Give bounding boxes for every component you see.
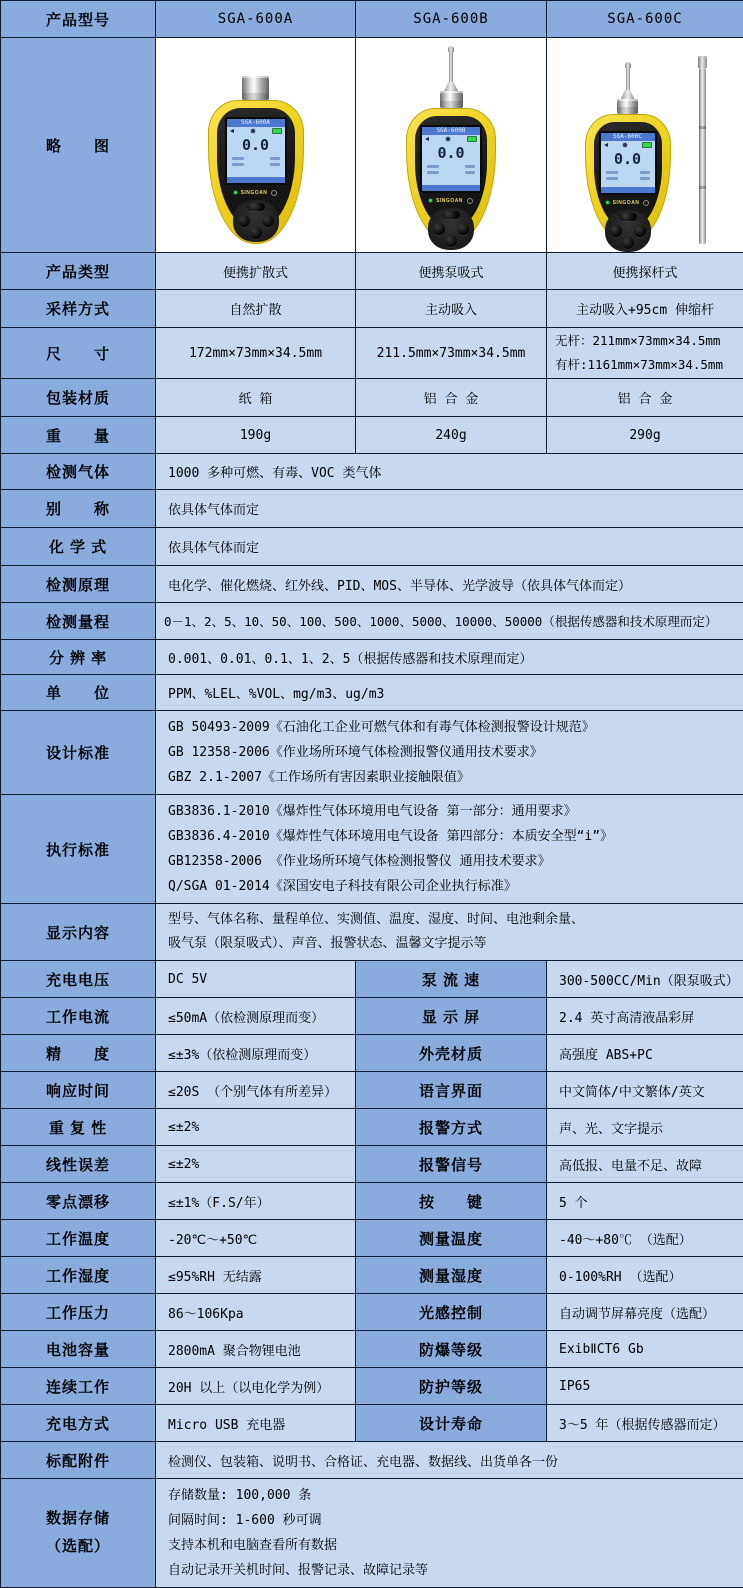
row-label: 线性误差: [1, 1146, 156, 1183]
standard-line: Q/SGA 01-2014《深国安电子科技有限公司企业执行标准》: [168, 874, 743, 899]
brand-row: [217, 189, 295, 196]
device-with-telescopic-rod: [585, 62, 706, 244]
front-panel: [217, 108, 295, 230]
gas-inlet-cap: [617, 99, 638, 114]
cell-value: 依具体气体而定: [156, 490, 743, 528]
screen-detail-line: [422, 165, 480, 168]
table-row-type: [1, 253, 743, 290]
brand-row: [594, 199, 662, 206]
cell-value: [156, 1479, 743, 1588]
gas-reading: 0.0: [422, 144, 480, 162]
table-row-pair: [1, 1146, 743, 1183]
front-panel: [594, 122, 662, 230]
cell-value: 0.001、0.01、0.1、1、2、5（根据传感器和技术原理而定）: [156, 640, 743, 675]
cell-value: 中文简体/中文繁体/英文: [547, 1072, 743, 1109]
right-button: [262, 215, 274, 227]
cell-value: 铝 合 金: [356, 379, 547, 417]
cell-value: 声、光、文字提示: [547, 1109, 743, 1146]
left-button: [433, 223, 445, 235]
device-body: [406, 108, 496, 244]
row-label: 包装材质: [1, 379, 156, 417]
row-label: 标配附件: [1, 1442, 156, 1479]
table-row-pair: [1, 1035, 743, 1072]
probe-cone: [444, 82, 458, 91]
model-name-c: SGA-600C: [547, 1, 743, 38]
cell-value: 5 个: [547, 1183, 743, 1220]
row-label: 检测量程: [1, 603, 156, 640]
cell-value: ≤±3%（依检测原理而变）: [156, 1035, 356, 1072]
battery-icon: [467, 136, 477, 142]
probe-rod: [626, 68, 630, 90]
row-label: 化 学 式: [1, 528, 156, 566]
standard-line: GB 12358-2006《作业场所环境气体检测报警仪通用技术要求》: [168, 740, 743, 765]
cell-value: 2800mA 聚合物锂电池: [156, 1331, 356, 1368]
row-label: 连续工作: [1, 1368, 156, 1405]
row-label: 检测气体: [1, 454, 156, 490]
power-icon: [467, 198, 473, 204]
cell-value: 2.4 英寸高清液晶彩屏: [547, 998, 743, 1035]
table-row-pair: [1, 1183, 743, 1220]
telescopic-rod: [699, 68, 706, 244]
table-row-sampling: [1, 290, 743, 328]
cell-value: ExibⅡCT6 Gb: [547, 1331, 743, 1368]
screen-status-icons: [422, 135, 480, 143]
cell-value: 3～5 年（根据传感器而定）: [547, 1405, 743, 1442]
row-label: 显示内容: [1, 904, 156, 961]
table-row-design-standards: [1, 711, 743, 795]
row-label: 报警信号: [356, 1146, 547, 1183]
row-label: 精 度: [1, 1035, 156, 1072]
row-label: 分 辨 率: [1, 640, 156, 675]
row-label: 泵 流 速: [356, 961, 547, 998]
menu-button: [442, 211, 460, 219]
display-line: 吸气泵（限泵吸式）、声音、报警状态、温馨文字提示等: [168, 932, 743, 956]
brand-label: SINGOAN: [436, 198, 463, 204]
row-label-sketch: 略 图: [1, 38, 156, 253]
cell-value: 1000 多种可燃、有毒、VOC 类气体: [156, 454, 743, 490]
table-row-formula: [1, 528, 743, 566]
screen-status-icons: [227, 127, 285, 135]
standard-line: GB 50493-2009《石油化工企业可燃气体和有毒气体检测报警设计规范》: [168, 715, 743, 740]
table-row-gases: [1, 454, 743, 490]
cell-value: 高强度 ABS+PC: [547, 1035, 743, 1072]
row-label-line: （选配）: [2, 1533, 154, 1562]
screen-model-text: SGA-600B: [422, 127, 480, 135]
keypad: [233, 200, 279, 242]
screen-datetime-bar: [601, 187, 655, 193]
cell-value: 主动吸入+95cm 伸缩杆: [547, 290, 743, 328]
table-row-pair: [1, 998, 743, 1035]
front-panel: [415, 116, 487, 230]
screen-datetime-bar: [227, 177, 285, 183]
row-label: 别 称: [1, 490, 156, 528]
device-photo-diffusion: [208, 76, 304, 244]
row-label: 响应时间: [1, 1072, 156, 1109]
cell-value: 211.5mm×73mm×34.5mm: [356, 328, 547, 379]
cell-value: 20H 以上（以电化学为例）: [156, 1368, 356, 1405]
row-label-model: 产品型号: [1, 1, 156, 38]
cell-value: 铝 合 金: [547, 379, 743, 417]
row-label: 充电方式: [1, 1405, 156, 1442]
cell-value: Micro USB 充电器: [156, 1405, 356, 1442]
row-label: 重 复 性: [1, 1109, 156, 1146]
enter-button: [445, 235, 457, 247]
row-label: 工作温度: [1, 1220, 156, 1257]
left-button: [610, 225, 622, 237]
model-name-b: SGA-600B: [356, 1, 547, 38]
cell-value: [156, 795, 743, 904]
menu-button: [247, 203, 265, 211]
battery-icon: [272, 128, 282, 134]
table-row-alias: [1, 490, 743, 528]
row-label: 工作电流: [1, 998, 156, 1035]
cell-value: DC 5V: [156, 961, 356, 998]
screen-detail-line: [601, 177, 655, 180]
table-row-exec-standards: [1, 795, 743, 904]
screen-status-icons: [601, 141, 655, 149]
cell-value: 190g: [156, 417, 356, 454]
table-row-pair: [1, 1072, 743, 1109]
standard-line: GB12358-2006 《作业场所环境气体检测报警仪 通用技术要求》: [168, 849, 743, 874]
storage-line: 间隔时间: 1-600 秒可调: [168, 1508, 743, 1533]
enter-button: [622, 237, 634, 249]
cell-value: 240g: [356, 417, 547, 454]
table-row-range: [1, 603, 743, 640]
rod-segment-joint: [699, 126, 706, 129]
row-label: [1, 1479, 156, 1588]
row-label: 语言界面: [356, 1072, 547, 1109]
photo-cell-sga600a: [156, 38, 356, 253]
right-button: [634, 225, 646, 237]
speaker-icon: [230, 129, 234, 133]
cell-value: ≤±2%: [156, 1109, 356, 1146]
table-row-pair: [1, 1294, 743, 1331]
table-row-pair: [1, 1109, 743, 1146]
cell-value: 检测仪、包装箱、说明书、合格证、充电器、数据线、出货单各一份: [156, 1442, 743, 1479]
menu-button: [619, 213, 637, 221]
row-label: 执行标准: [1, 795, 156, 904]
table-row-accessories: [1, 1442, 743, 1479]
gas-inlet-cap: [242, 76, 269, 100]
cell-value: 便携扩散式: [156, 253, 356, 290]
right-button: [457, 223, 469, 235]
row-label: 防护等级: [356, 1368, 547, 1405]
status-led: [429, 199, 432, 202]
row-label: 报警方式: [356, 1109, 547, 1146]
row-label: 采样方式: [1, 290, 156, 328]
row-label: 测量温度: [356, 1220, 547, 1257]
brand-label: SINGOAN: [241, 190, 268, 196]
device-photo-probe: [585, 62, 671, 244]
row-label: 显 示 屏: [356, 998, 547, 1035]
cell-value: 0-100%RH （选配）: [547, 1257, 743, 1294]
storage-line: 自动记录开关机时间、报警记录、故障记录等: [168, 1558, 743, 1583]
probe-rod: [449, 52, 453, 82]
cell-value: -40～+80℃ （选配）: [547, 1220, 743, 1257]
table-row-pair: [1, 1405, 743, 1442]
photo-cell-sga600b: [356, 38, 547, 253]
row-label: 重 量: [1, 417, 156, 454]
cell-value: 便携探杆式: [547, 253, 743, 290]
speaker-icon: [425, 137, 429, 141]
photo-cell-sga600c: [547, 38, 743, 253]
row-label: 设计标准: [1, 711, 156, 795]
device-photo-pump: [406, 46, 496, 244]
screen-detail-line: [422, 171, 480, 174]
battery-icon: [642, 142, 652, 148]
dimension-line: 无杆：211mm×73mm×34.5mm: [555, 329, 742, 353]
gas-inlet-cap: [440, 91, 463, 108]
enter-button: [250, 227, 262, 239]
status-led: [606, 201, 609, 204]
table-row-sketch: [1, 38, 743, 253]
fan-icon: [446, 137, 450, 141]
screen-datetime-bar: [422, 185, 480, 191]
fan-icon: [251, 129, 255, 133]
cell-value: [547, 328, 743, 379]
row-label: 尺 寸: [1, 328, 156, 379]
cell-value: ≤20S （个别气体有所差异）: [156, 1072, 356, 1109]
rod-segment-joint: [699, 186, 706, 189]
dimension-line: 有杆:1161mm×73mm×34.5mm: [555, 353, 742, 377]
screen-detail-line: [601, 171, 655, 174]
cell-value: 290g: [547, 417, 743, 454]
table-row-model: [1, 1, 743, 38]
table-row-principle: [1, 566, 743, 603]
row-label: 充电电压: [1, 961, 156, 998]
cell-value: PPM、%LEL、%VOL、mg/m3、ug/m3: [156, 675, 743, 711]
storage-line: 支持本机和电脑查看所有数据: [168, 1533, 743, 1558]
row-label: 测量湿度: [356, 1257, 547, 1294]
row-label: 设计寿命: [356, 1405, 547, 1442]
cell-value: 纸 箱: [156, 379, 356, 417]
cell-value: -20℃～+50℃: [156, 1220, 356, 1257]
cell-value: 172mm×73mm×34.5mm: [156, 328, 356, 379]
display-line: 型号、气体名称、量程单位、实测值、温度、湿度、时间、电池剩余量、: [168, 908, 743, 932]
power-icon: [271, 190, 277, 196]
probe-cone: [621, 90, 635, 99]
cell-value: 自然扩散: [156, 290, 356, 328]
screen-detail-line: [227, 157, 285, 160]
cell-value: 依具体气体而定: [156, 528, 743, 566]
gas-reading: 0.0: [227, 136, 285, 154]
row-label: 防爆等级: [356, 1331, 547, 1368]
table-row-unit: [1, 675, 743, 711]
row-label-line: 数据存储: [2, 1505, 154, 1534]
cell-value: 0－1、2、5、10、50、100、500、1000、5000、10000、50000（根据传感器和技术原理而定）: [156, 603, 743, 640]
table-row-dimensions: [1, 328, 743, 379]
table-row-resolution: [1, 640, 743, 675]
telescopic-rod-tip: [698, 56, 707, 68]
cell-value: [156, 711, 743, 795]
speaker-icon: [604, 143, 608, 147]
device-body: [585, 114, 671, 244]
standard-line: GBZ 2.1-2007《工作场所有害因素职业接触限值》: [168, 765, 743, 790]
model-name-a: SGA-600A: [156, 1, 356, 38]
left-button: [238, 215, 250, 227]
table-row-display-content: [1, 904, 743, 961]
power-icon: [643, 200, 649, 206]
row-label: 光感控制: [356, 1294, 547, 1331]
table-row-pair: [1, 1331, 743, 1368]
keypad: [605, 210, 651, 252]
cell-value: 主动吸入: [356, 290, 547, 328]
cell-value: ≤±2%: [156, 1146, 356, 1183]
row-label: 产品类型: [1, 253, 156, 290]
table-row-packaging: [1, 379, 743, 417]
row-label: 外壳材质: [356, 1035, 547, 1072]
lcd-screen: [599, 131, 657, 195]
table-row-pair: [1, 1220, 743, 1257]
cell-value: [156, 904, 743, 961]
gas-reading: 0.0: [601, 150, 655, 168]
row-label: 检测原理: [1, 566, 156, 603]
table-row-storage: [1, 1479, 743, 1588]
brand-label: SINGOAN: [613, 200, 640, 206]
table-row-pair: [1, 1257, 743, 1294]
cell-value: 300-500CC/Min（限泵吸式）: [547, 961, 743, 998]
cell-value: ≤95%RH 无结露: [156, 1257, 356, 1294]
storage-line: 存储数量: 100,000 条: [168, 1483, 743, 1508]
cell-value: ≤50mA（依检测原理而变）: [156, 998, 356, 1035]
row-label: 按 键: [356, 1183, 547, 1220]
cell-value: 便携泵吸式: [356, 253, 547, 290]
screen-model-text: SGA-600A: [227, 119, 285, 127]
fan-icon: [623, 143, 627, 147]
table-row-pair: [1, 961, 743, 998]
cell-value: 自动调节屏幕亮度（选配）: [547, 1294, 743, 1331]
status-led: [234, 191, 237, 194]
cell-value: 86～106Kpa: [156, 1294, 356, 1331]
brand-row: [415, 197, 487, 204]
row-label: 零点漂移: [1, 1183, 156, 1220]
row-label: 电池容量: [1, 1331, 156, 1368]
lcd-screen: [225, 117, 287, 185]
lcd-screen: [420, 125, 482, 193]
screen-detail-line: [227, 163, 285, 166]
standard-line: GB3836.1-2010《爆炸性气体环境用电气设备 第一部分：通用要求》: [168, 799, 743, 824]
screen-model-text: SGA-600C: [601, 133, 655, 141]
device-body: [208, 100, 304, 244]
standard-line: GB3836.4-2010《爆炸性气体环境用电气设备 第四部分：本质安全型“i”》: [168, 824, 743, 849]
cell-value: 电化学、催化燃烧、红外线、PID、MOS、半导体、光学波导（依具体气体而定）: [156, 566, 743, 603]
cell-value: ≤±1%（F.S/年）: [156, 1183, 356, 1220]
cell-value: IP65: [547, 1368, 743, 1405]
row-label: 工作湿度: [1, 1257, 156, 1294]
row-label: 单 位: [1, 675, 156, 711]
keypad: [428, 208, 474, 250]
table-row-weight: [1, 417, 743, 454]
cell-value: 高低报、电量不足、故障: [547, 1146, 743, 1183]
row-label: 工作压力: [1, 1294, 156, 1331]
table-row-pair: [1, 1368, 743, 1405]
